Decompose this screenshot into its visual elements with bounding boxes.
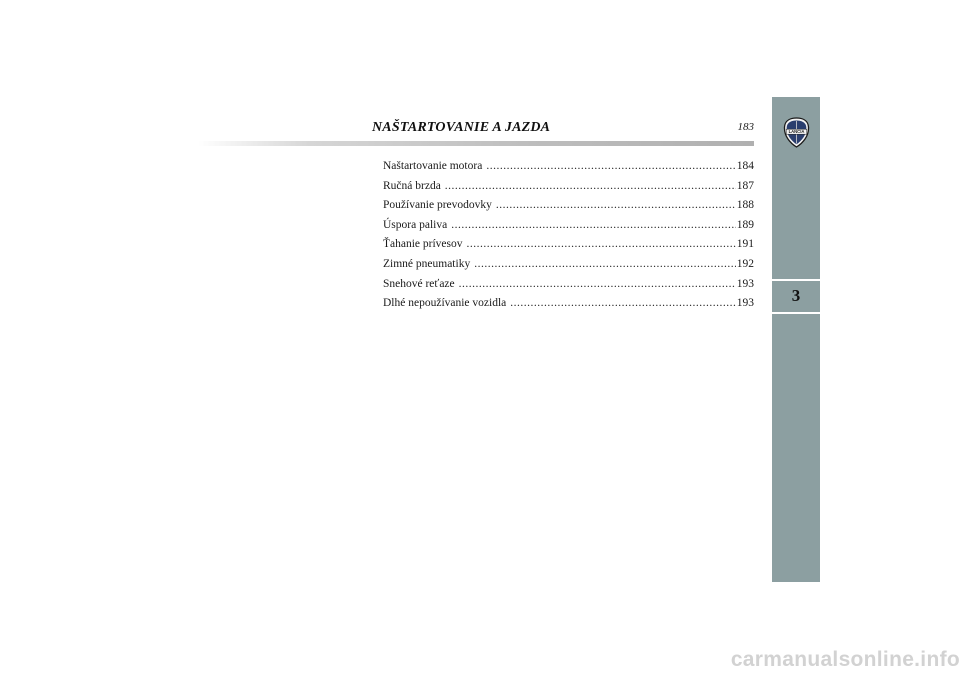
logo-text: LANCIA: [788, 129, 805, 135]
toc-leader-dots: [474, 255, 736, 275]
toc-leader-dots: [459, 275, 736, 295]
toc-item-title: Zimné pneumatiky: [383, 257, 471, 270]
toc-item-page: 191: [736, 238, 754, 251]
toc-item[interactable]: [383, 255, 754, 275]
toc-item-page: 184: [736, 160, 754, 172]
toc-item-page: 193: [736, 297, 754, 310]
toc-item[interactable]: [383, 235, 754, 255]
toc-item-page: 193: [736, 277, 754, 290]
tab-divider-bottom: [772, 312, 820, 314]
toc-leader-dots: [445, 177, 736, 197]
page-number: 183: [737, 121, 754, 133]
toc-item[interactable]: [383, 216, 754, 236]
header-rule: [198, 141, 754, 146]
toc-leader-dots: [510, 294, 735, 314]
toc-leader-dots: [451, 216, 736, 236]
toc-item-title: Dlhé nepoužívanie vozidla: [383, 297, 507, 310]
toc-item-title: Ručná brzda: [383, 179, 441, 192]
lancia-shield-icon: [783, 117, 810, 148]
toc-item[interactable]: [383, 294, 754, 314]
toc-item[interactable]: [383, 157, 754, 177]
watermark: carmanualsonline.info: [730, 648, 960, 671]
chapter-number[interactable]: 3: [791, 286, 801, 305]
toc-item-title: Úspora paliva: [383, 218, 448, 231]
toc-item-page: 187: [736, 179, 754, 192]
toc-leader-dots: [486, 157, 735, 177]
chapter-side-tab: [772, 97, 820, 582]
toc-leader-dots: [496, 196, 736, 216]
toc-item-page: 189: [736, 218, 754, 231]
toc-item-title: Ťahanie prívesov: [383, 238, 463, 251]
toc-item-title: Používanie prevodovky: [383, 199, 492, 212]
toc-item[interactable]: [383, 275, 754, 295]
toc-item-title: Naštartovanie motora: [383, 160, 483, 172]
toc-item-title: Snehové reťaze: [383, 277, 455, 290]
toc-item[interactable]: [383, 196, 754, 216]
toc-item[interactable]: [383, 177, 754, 197]
toc-leader-dots: [467, 235, 736, 255]
section-title: NAŠTARTOVANIE A JAZDA: [372, 120, 551, 135]
toc-item-page: 192: [736, 257, 754, 270]
table-of-contents: [383, 157, 754, 314]
toc-item-page: 188: [736, 199, 754, 212]
